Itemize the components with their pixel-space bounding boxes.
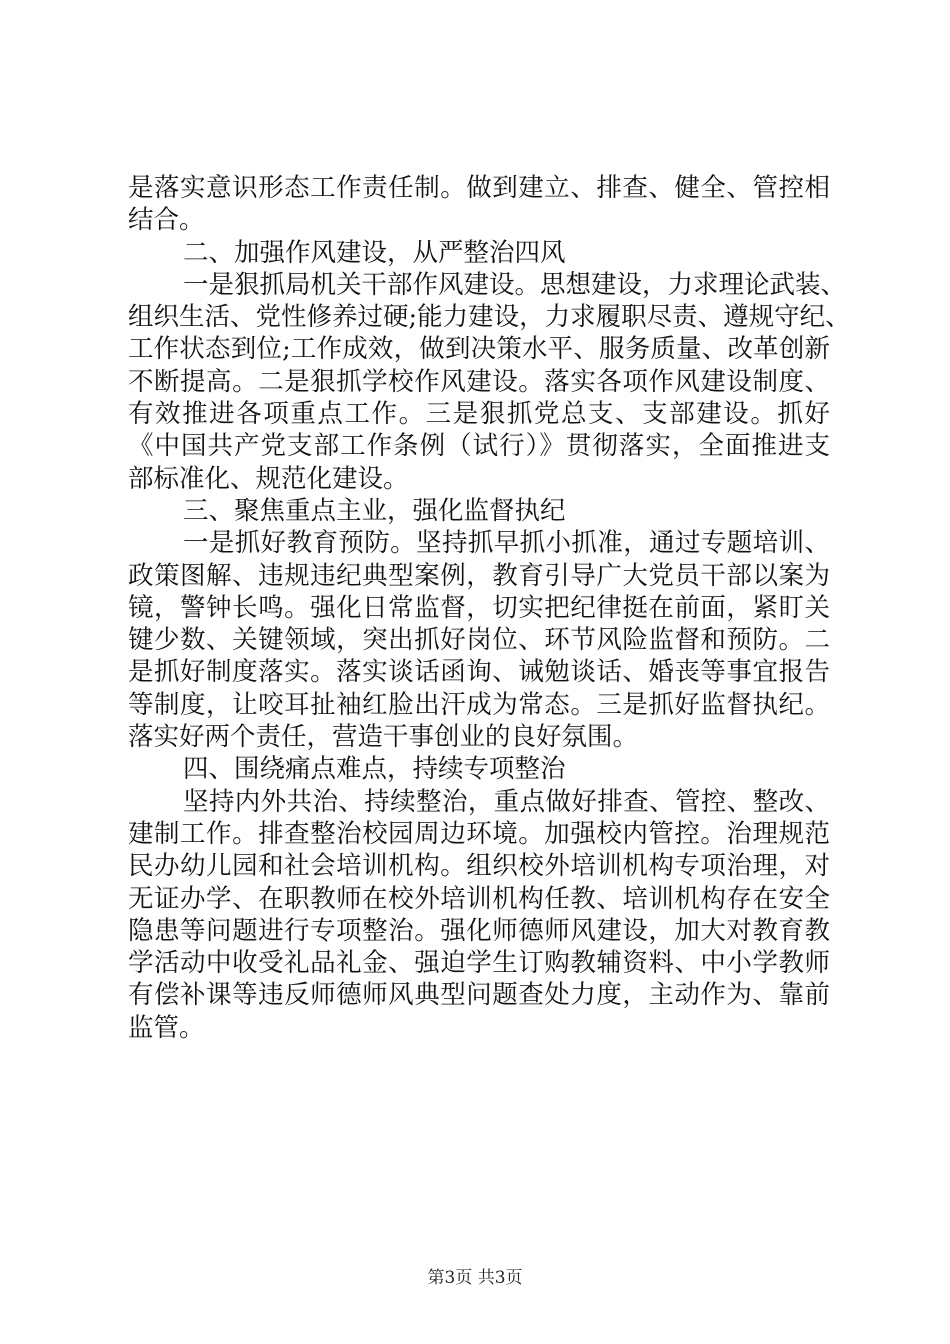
- document-body: [128, 172, 851, 1044]
- section-heading: 二、加强作风建设，从严整治四风: [183, 237, 566, 268]
- text-line: 坚持内外共治、持续整治，重点做好排查、管控、整改、: [183, 786, 830, 817]
- text-line: 不断提高。二是狠抓学校作风建设。落实各项作风建设制度、: [128, 366, 830, 397]
- text-line: 等制度，让咬耳扯袖红脸出汗成为常态。三是抓好监督执纪。: [128, 689, 830, 720]
- text-line: 有效推进各项重点工作。三是狠抓党总支、支部建设。抓好: [128, 399, 830, 430]
- text-line: 是抓好制度落实。落实谈话函询、诫勉谈话、婚丧等事宜报告: [128, 657, 830, 688]
- text-line: 无证办学、在职教师在校外培训机构任教、培训机构存在安全: [128, 883, 830, 914]
- text-line: 部标准化、规范化建设。: [128, 463, 409, 494]
- text-line: 政策图解、违规违纪典型案例，教育引导广大党员干部以案为: [128, 560, 830, 591]
- text-line: 一是抓好教育预防。坚持抓早抓小抓准，通过专题培训、: [183, 528, 830, 559]
- text-line: 监管。: [128, 1012, 205, 1043]
- text-line: 民办幼儿园和社会培训机构。组织校外培训机构专项治理，对: [128, 851, 830, 882]
- page-number-footer: 第3页 共3页: [427, 1268, 523, 1288]
- section-heading: 三、聚焦重点主业，强化监督执纪: [183, 495, 566, 526]
- text-line: 组织生活、党性修养过硬;能力建设，力求履职尽责、遵规守纪、: [128, 302, 851, 333]
- text-line: 隐患等问题进行专项整治。强化师德师风建设，加大对教育教: [128, 915, 830, 946]
- text-line: 结合。: [128, 205, 205, 236]
- text-line: 有偿补课等违反师德师风典型问题查处力度，主动作为、靠前: [128, 980, 830, 1011]
- text-line: 镜，警钟长鸣。强化日常监督，切实把纪律挺在前面，紧盯关: [128, 592, 830, 623]
- text-line: 工作状态到位;工作成效，做到决策水平、服务质量、改革创新: [128, 334, 830, 365]
- text-line: 学活动中收受礼品礼金、强迫学生订购教辅资料、中小学教师: [128, 948, 830, 979]
- text-line: 是落实意识形态工作责任制。做到建立、排查、健全、管控相: [128, 173, 830, 203]
- text-line: 一是狠抓局机关干部作风建设。思想建设，力求理论武装、: [183, 269, 847, 300]
- text-line: 落实好两个责任，营造干事创业的良好氛围。: [128, 722, 639, 753]
- text-line: 键少数、关键领域，突出抓好岗位、环节风险监督和预防。二: [128, 625, 830, 656]
- section-heading: 四、围绕痛点难点，持续专项整治: [183, 754, 566, 785]
- text-line: 《中国共产党支部工作条例（试行）》贯彻落实，全面推进支: [128, 431, 830, 462]
- text-line: 建制工作。排查整治校园周边环境。加强校内管控。治理规范: [128, 818, 830, 849]
